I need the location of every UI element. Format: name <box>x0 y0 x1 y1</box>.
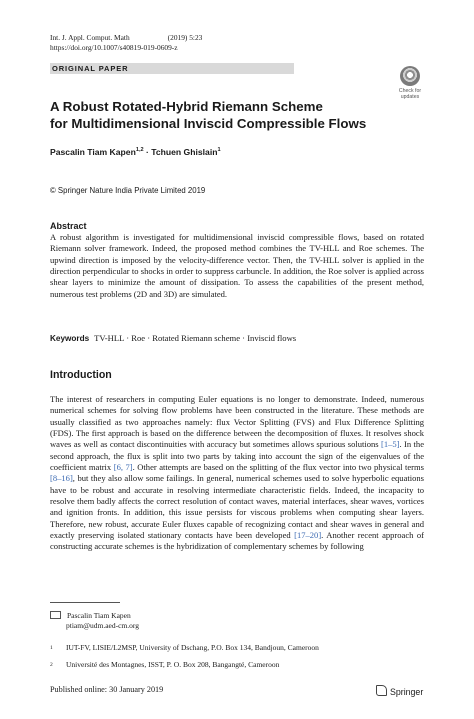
affiliation-number: 2 <box>50 662 53 668</box>
paper-title <box>50 98 410 132</box>
author-affiliation-marker: 1,2 <box>135 147 144 154</box>
title-line-1: A Robust Rotated-Hybrid Riemann Scheme <box>50 99 323 114</box>
keywords-line <box>50 333 424 343</box>
abstract-heading: Abstract <box>50 221 87 231</box>
check-for-updates-icon <box>400 66 420 86</box>
intro-text: . In the second approach, the flux is split into two parts by taking into account the sign of the eigenvalues of the coefficient matrix <box>50 439 424 473</box>
envelope-icon <box>50 611 61 619</box>
intro-text: . Another recent approach of constructing accurate schemes is the hybridization of complementary schemes by following <box>50 530 424 552</box>
title-line-2: for Multidimensional Inviscid Compressible Flows <box>50 116 367 131</box>
abstract-text: A robust algorithm is investigated for multidimensional inviscid compressible flows, based on rotated Riemann solver framework. Indeed, the proposed method combines the TV-HLL and Roe schemes. The upwind direction is imposed by the velocity-difference vector. Then, the TV-HLL solver is applied in the direction perpendicular to shocks in order to suppress carbuncle. In addition, the Roe solver is applied across shear layers to minimize the amount of dissipation. To assess the capabilities of the present method, numerous test problems (2D and 3D) are simulated. <box>50 232 424 299</box>
copyright-notice: © Springer Nature India Private Limited 2019 <box>50 186 206 195</box>
affiliation-text: Université des Montagnes, ISST, P. O. Box 208, Bangangté, Cameroon <box>66 660 280 669</box>
citation-link[interactable]: [17–20] <box>294 530 322 541</box>
journal-name: Int. J. Appl. Comput. Math <box>50 33 130 42</box>
doi-link[interactable]: https://doi.org/10.1007/s40819-019-0609-z <box>50 42 178 52</box>
article-type-label: ORIGINAL PAPER <box>52 64 129 73</box>
affiliation <box>50 643 319 653</box>
published-date: Published online: 30 January 2019 <box>50 685 164 694</box>
author-separator: · <box>143 147 152 157</box>
corresponding-author <box>50 610 139 631</box>
citation-link[interactable]: [1–5] <box>381 439 400 450</box>
journal-header <box>50 33 202 53</box>
footnote-divider <box>50 602 120 603</box>
affiliation-text: IUT-FV, LISIE/L2MSP, University of Dschang, P.O. Box 134, Bandjoun, Cameroon <box>66 643 319 652</box>
publisher-logo <box>376 684 423 697</box>
intro-text: , but they also allow some failings. In general, numerical schemes used to solve hyperbolic equations have to be robust and accurate in resolving intermediate characteristic fields. Indeed, the incapacity to resolve them badly affects the correct resolution of contact waves, material interfaces, shear waves, vortices and ignition fronts. In addition, this issue persists for viscous problems when computing shear layers. Therefore, new robust, accurate Euler fluxes capable of recognizing contact and shear waves in general and exactly preserving isolated stationary contacts have been developed <box>50 473 424 541</box>
check-for-updates-label: Check for updates <box>398 88 422 100</box>
keywords-heading: Keywords <box>50 334 90 343</box>
introduction-paragraph <box>50 394 424 553</box>
affiliation-number: 1 <box>50 645 53 651</box>
springer-horse-icon <box>376 685 387 696</box>
check-for-updates-badge[interactable] <box>393 64 427 102</box>
intro-text: The interest of researchers in computing Euler equations is no longer to demonstrate. Indeed, numerous numerical schemes for solving flow problems have been constructed in the literature. These methods are usually classified as two approaches namely: flux Vector Splitting (FVS) and Flux Difference Splitting (FDS). The first approach is based on the difference between the decomposition of fluxes. It resolves shock waves as well as contact discontinuities with accuracy but sometimes allows spurious solutions <box>50 394 424 450</box>
keywords-text: TV-HLL · Roe · Rotated Riemann scheme · Inviscid flows <box>94 333 297 343</box>
citation-link[interactable]: [6, 7] <box>113 462 133 473</box>
contact-name: Pascalin Tiam Kapen <box>67 611 131 620</box>
intro-text: . Other attempts are based on the splitting of the flux vector into two physical terms <box>132 462 424 473</box>
contact-email[interactable]: ptiam@udm.aed-cm.org <box>66 621 140 630</box>
author-affiliation-marker: 1 <box>217 147 221 154</box>
author-name: Tchuen Ghislain <box>151 147 218 157</box>
author-list <box>50 147 221 157</box>
author-name: Pascalin Tiam Kapen <box>50 147 136 157</box>
citation-link[interactable]: [8–16] <box>50 473 73 484</box>
affiliation <box>50 660 279 670</box>
journal-volume: (2019) 5:23 <box>167 33 203 42</box>
introduction-heading: Introduction <box>50 369 112 381</box>
publisher-name: Springer <box>390 687 424 697</box>
